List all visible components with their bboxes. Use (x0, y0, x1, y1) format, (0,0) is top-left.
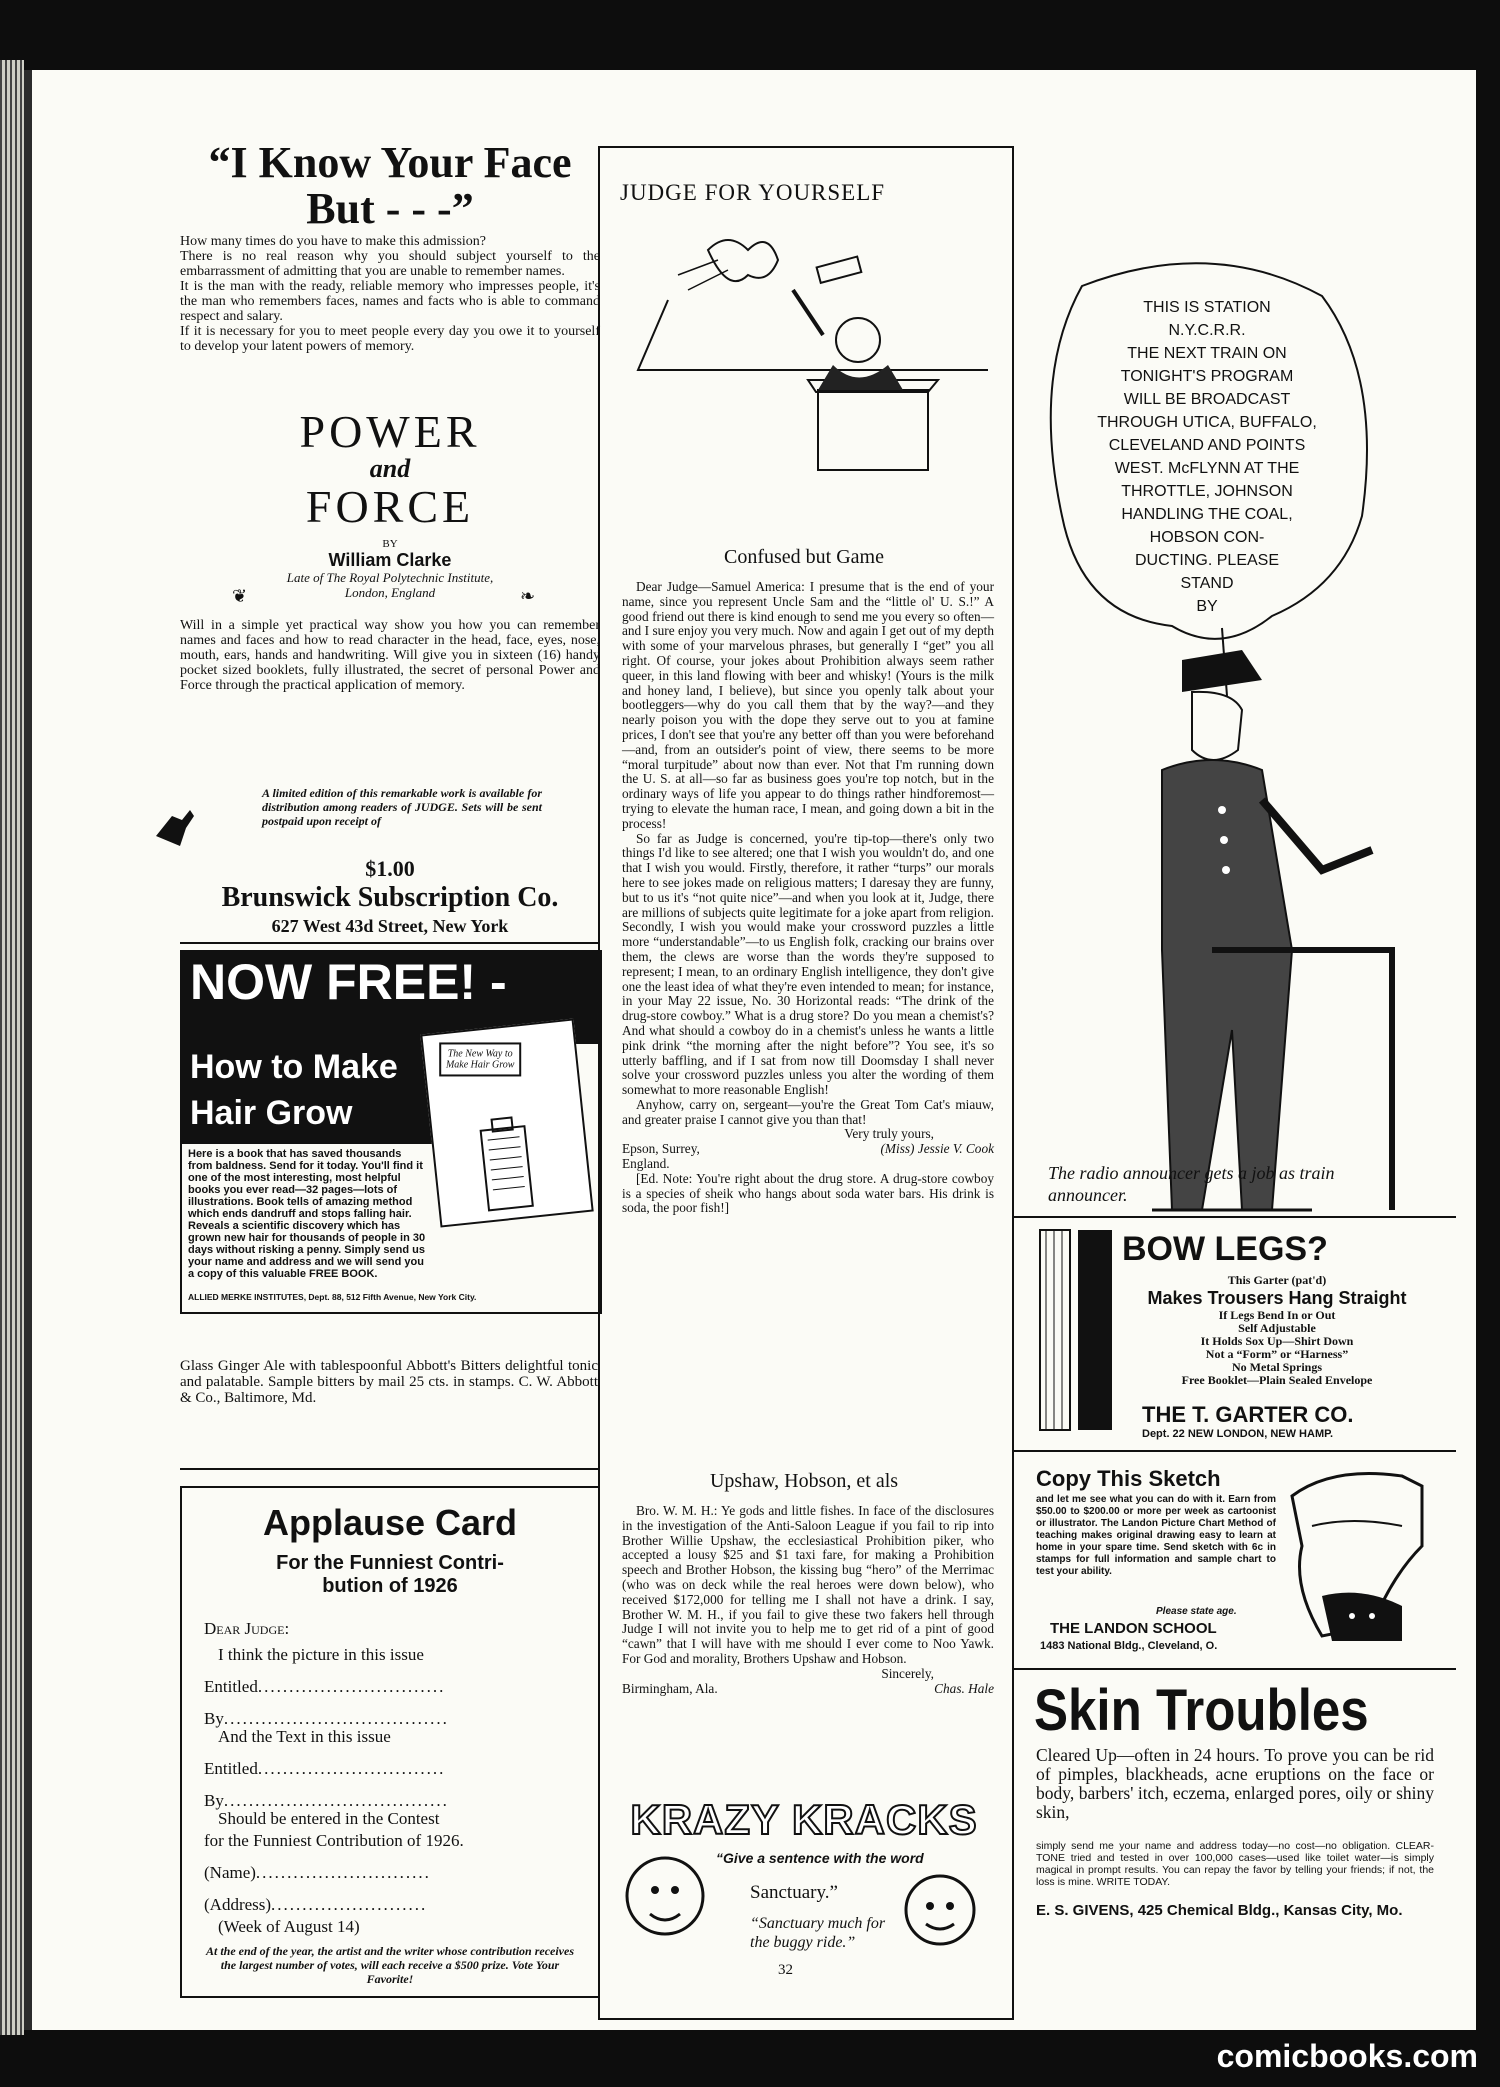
krazy-word: Sanctuary.” (750, 1882, 838, 1903)
applause-fine-print: At the end of the year, the artist and the writer whose contribution receives the largest number of votes, will each receive a $500 prize. Vote Your Favorite! (205, 1944, 574, 1986)
divider (1012, 1450, 1456, 1452)
skin-body: Cleared Up—often in 24 hours. To prove you can be rid of pimples, blackheads, acne eruptions on the face or body, barbers' itch, eczema, enlarged pores, oily or shiny skin, (1036, 1745, 1434, 1822)
hair-ad-headline: NOW FREE! - (190, 954, 507, 1010)
applause-title: Applause Card (262, 1502, 518, 1543)
divider (180, 1468, 600, 1470)
ornament-left-icon: ❦ (232, 586, 248, 606)
judge-cartoon-image (628, 220, 988, 475)
by-field-1[interactable]: By.................................... (204, 1709, 449, 1728)
ornament-right-icon: ❧ (520, 586, 536, 606)
cartoon-face-right-icon (890, 1860, 990, 1960)
krazy-kracks-logo: KRAZY KRACKS (630, 1796, 978, 1843)
and-word: and (369, 454, 411, 483)
name-field[interactable]: (Name)............................ (204, 1863, 431, 1882)
skin-headline: Skin Troubles (1034, 1678, 1369, 1743)
conductor-illustration (1092, 650, 1412, 1235)
hair-ad (180, 950, 602, 1314)
skin-footer: E. S. GIVENS, 425 Chemical Bldg., Kansas City, Mo. (1036, 1902, 1403, 1919)
face-ad (180, 140, 600, 232)
divider (1012, 1216, 1456, 1218)
face-ad-body: How many times do you have to make this admission? There is no real reason why you should subject yourself to the embarrassment of admitting that you are unable to remember names. It is the man with the ready, reliable memory who impresses people, it's the man who remembers faces, names and facts who is able to command respect and salary. If it is necessary for you to meet people every day you owe it to yourself to develop your latent powers of memory. (180, 234, 600, 354)
hair-ad-body: Here is a book that has saved thousands from baldness. Send for it today. You'll find it one of the most interesting, most helpful books you ever read—32 pages—lots of illustrations. Book tells of amazing method which ends dandruff and stops falling hair. Reveals a scientific discovery which has grown new hair for thousands of people in 30 days without risking a penny. Simply send us your name and address and we will send you a copy of this valuable FREE BOOK. (188, 1148, 426, 1280)
letter1-body: Dear Judge—Samuel America: I presume that is the end of your name, since you represent Uncle Sam and the “little ol' U. S.!” A good friend out there is kind enough to send me you every so often—and I sure enjoy you very much. Now and again I get out of my depth with some of your marvelous phrases, but generally I “get” you all right. Of course, your jokes about Prohibition always seem rather queer, in this land flowing with beer and whisky! (Yours is the milk and honey land, I believe), but since you openly talk about your bootleggers—why do you call them that by the way?—and they nearly poison you with the dope they serve out to you at famine prices, I don't see that you're any better off than you were beforehand—and, from an outsider's point of view, there seems to be more “moral turpitude” about now than ever. Not that I'm running down the U. S. at all—so far as business goes you're top notch, but in the ordinary ways of life you appear to do things rather hindforemost—trying to elevate the human race, I mean, and going down a bit in the process! So far as Judge is concerned, you're tip-top—there's only two things I'd like to see altered; one that I wish you wouldn't do, and one that I wish you would. Firstly, therefore, it rather “turps” our morals here to see jokes made on religious matters; I daresay they are funny, but to us it's “not quite nice”—and when you look at it, Judge, there are millions of subjects quite legitimate for a joke apart from religion. Secondly, I wish you would make your crossword puzzles a little more “understandable”—to us English folk, cracking our brains over them, the clews are worse than the words they're supposed to represent; I mean, to an ordinary English intelligence, they don't give one the least idea of what they're even intended to mean; for instance, in your May 22 issue, No. 30 Horizontal reads: “The drink of the drug-store cowboy.” What is a drug store? Do you mean a chemist's? And what should a cowboy do in a chemist's unless he wants a little pink drink “the morning after the night before”? You see, it's so utterly baffling, and if I sat from now till Doomsday I shall never solve your crossword puzzles unless you alter the wording of them somewhat to more reasonable English! Anyhow, carry on, sergeant—you're the Great Tom Cat's miauw, and greater praise I cannot give you than that! Very truly yours, Epson, Surrey, (Miss) Jessie V. Cook England. [Ed. Note: You're right about the drug store. A drug-store cowboy is a species of sheik who hangs about soda water bars. His drink is soda, the poor fish!] (622, 579, 994, 1216)
garter-company: THE T. GARTER CO. (1142, 1402, 1354, 1427)
bowlegs-headline: BOW LEGS? (1122, 1230, 1328, 1268)
letter2-body: Bro. W. M. H.: Ye gods and little fishes. In face of the disclosures in the investigation of the Anti-Saloon League if you fail to rip into Brother Willie Upshaw, the ecclesiastical Prohibition piker, who accepted a lousy $25 and $1 taxi fare, for making a Prohibition speech and Brother Hobson, the kissing bug “hero” of the Merrimac (who was on deck while the real heroes were down below), who received $172,000 for telling me I shall not have a drink. I say, Brother W. M. H., if you fail to give these two fakers hell through Judge I will not invite you to help me to get rid of a pint of good “cawn” that I will have with me should I ever come to Noo Yawk. For God and morality, Brothers Upshaw and Hobson. Sincerely, Birmingham, Ala. Chas. Hale (622, 1503, 994, 1696)
letter2-title: Upshaw, Hobson, et als (709, 1470, 899, 1492)
author-name: William Clarke (328, 550, 452, 570)
power-word: POWER (299, 406, 481, 457)
brunswick-address: 627 West 43d Street, New York (271, 916, 509, 936)
price: $1.00 (365, 856, 415, 881)
krazy-answer: “Sanctuary much for the buggy ride.” (750, 1915, 886, 1951)
applause-subtitle: For the Funniest Contri- bution of 1926 (276, 1552, 504, 1597)
power-force-title (180, 408, 600, 600)
bowlegs-ad (1032, 1230, 1432, 1440)
legs-image (1032, 1230, 1122, 1430)
brunswick-company: Brunswick Subscription Co. (221, 882, 559, 913)
landon-address: 1483 National Bldg., Cleveland, O. (1040, 1640, 1218, 1652)
by-label: BY (382, 538, 398, 550)
balloon-text: THIS IS STATION N.Y.C.R.R. THE NEXT TRAIN ON TONIGHT'S PROGRAM WILL BE BROADCAST THROUGH UTICA, BUFFALO, CLEVELAND AND POINTS WEST. McFLYNN AT THE THROTTLE, JOHNSON HANDLING THE COAL, HOBSON CON- DUCTING. PLEASE STAND BY (1097, 299, 1317, 615)
divider (1012, 1668, 1456, 1670)
krazy-kracks-box (620, 1796, 992, 1996)
hand-pointer-icon (152, 806, 196, 855)
hair-book-image (420, 1018, 593, 1227)
hair-ad-subhead: How to Make Hair Grow (182, 1044, 435, 1144)
garter-address: Dept. 22 NEW LONDON, NEW HAMP. (1142, 1428, 1334, 1440)
sketch-body: and let me see what you can do with it. Earn from $50.00 to $200.00 or more per week as cartoonist or illustrator. The Landon Picture Chart Method of teaching makes original drawing easy to learn at home in your spare time. Send sketch with 6c in stamps for full information and sample chart to test your ability. (1036, 1494, 1276, 1577)
bowlegs-body: This Garter (pat'd) Makes Trousers Hang Straight If Legs Bend In or Out Self Adjustable It Holds Sox Up—Shirt Down Not a “Form” or “Harness” No Metal Springs Free Booklet—Plain Sealed Envelope (1147, 1273, 1407, 1387)
face-ad-title-2: But - - -” (306, 184, 474, 233)
force-word: FORCE (305, 481, 475, 532)
address-field[interactable]: (Address)......................... (204, 1895, 428, 1914)
letter1-title: Confused but Game (724, 546, 884, 568)
hair-book-title: The New Way to Make Hair Grow (439, 1042, 521, 1076)
sketch-ad (1036, 1466, 1436, 1656)
entitled-field-1[interactable]: Entitled.............................. (204, 1677, 446, 1696)
divider (180, 942, 600, 944)
by-field-2[interactable]: By.................................... (204, 1791, 449, 1810)
sketch-headline: Copy This Sketch (1036, 1466, 1221, 1491)
limited-edition-text: A limited edition of this remarkable work is available for distribution among readers of JUDGE. Sets will be sent postpaid upon receipt of (262, 786, 542, 828)
speech-balloon (1022, 256, 1422, 676)
applause-form: Dear Judge: I think the picture in this issue Entitled.............................. By.................................... And the Text in this issue Entitled.............................. By.................................... Should be entered in the Contest for the Funniest Contribution of 1926. (Name)............................ (Address)......................... (Week of August 14) (204, 1618, 584, 1938)
face-ad-title: “I Know Your Face (208, 138, 572, 187)
ginger-ad: Glass Ginger Ale with tablespoonful Abbott's Bitters delightful tonic and palatable. Sample bitters by mail 25 cts. in stamps. C. W. Abbott & Co., Baltimore, Md. (180, 1358, 598, 1406)
uncle-sam-image (1282, 1466, 1432, 1646)
building-icon (472, 1115, 541, 1211)
magazine-page (24, 70, 1476, 2030)
krazy-prompt: “Give a sentence with the word (716, 1850, 924, 1866)
applause-card (180, 1486, 600, 1998)
cartoon-caption: The radio announcer gets a job as train announcer. (1048, 1163, 1335, 1205)
page-number: 32 (778, 1962, 793, 1978)
entitled-field-2[interactable]: Entitled.............................. (204, 1759, 446, 1778)
landon-school: THE LANDON SCHOOL (1050, 1620, 1217, 1637)
cartoon-face-left-icon (620, 1846, 730, 1956)
hair-ad-footer: ALLIED MERKE INSTITUTES, Dept. 88, 512 Fifth Avenue, New York City. (188, 1292, 477, 1302)
skin-fine-print: simply send me your name and address today—no cost—no obligation. CLEAR-TONE tried and tested in over 100,000 cases—used like toilet water—is simply magical in prompt results. You can repay the favor by telling your friends; if not, the loss is mine. WRITE TODAY. (1036, 1840, 1434, 1888)
face-ad-description: Will in a simple yet practical way show you how you can remember names and faces and how to read character in the head, face, eyes, nose, mouth, ears, hands and handwriting. Will give you in sixteen (16) handy pocket sized booklets, fully illustrated, the secret of personal Power and Force through the practical application of memory. (180, 618, 600, 693)
watermark: comicbooks.com (1216, 2038, 1478, 2074)
section-header: JUDGE FOR YOURSELF (620, 180, 886, 205)
author-credentials: Late of The Royal Polytechnic Institute, London, England (286, 570, 494, 600)
book-spine (0, 60, 24, 2035)
sketch-age: Please state age. (1156, 1606, 1237, 1617)
